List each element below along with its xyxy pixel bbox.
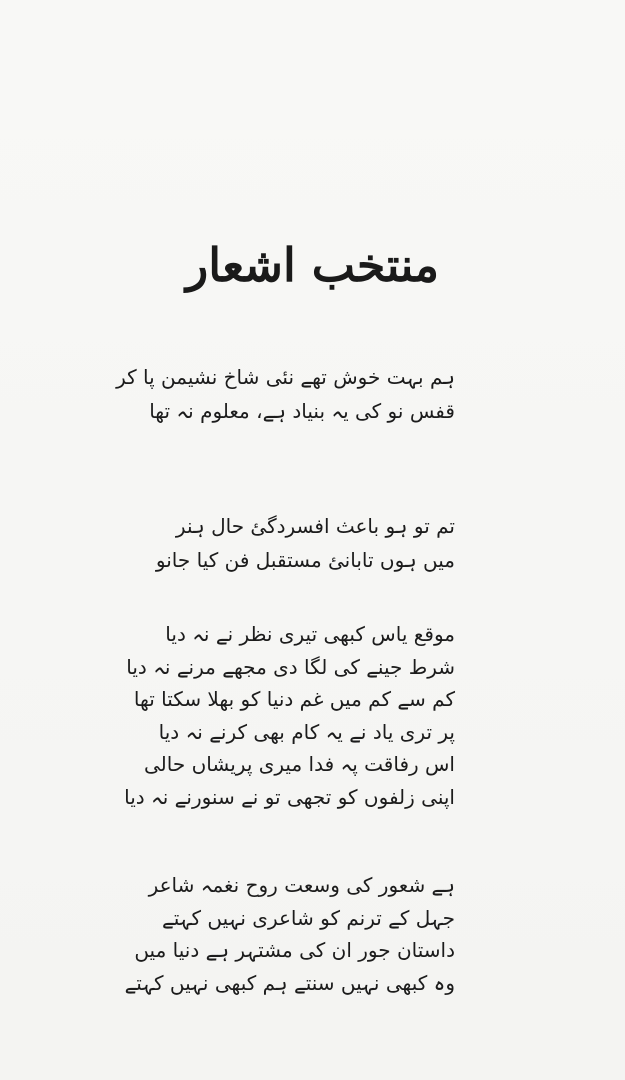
verse-line: قفس نو کی یہ بنیاد ہے، معلوم نہ تھا bbox=[149, 399, 455, 423]
verse-line: ہم بہت خوش تھے نئی شاخ نشیمن پا کر bbox=[116, 365, 455, 389]
stanza-1 bbox=[116, 360, 455, 428]
verse-line: پر تری یاد نے یہ کام بھی کرنے نہ دیا bbox=[158, 719, 455, 744]
verse-line: کم سے کم میں غم دنیا کو بھلا سکتا تھا bbox=[133, 687, 455, 711]
verse-line: شرط جینے کی لگا دی مجھے مرنے نہ دیا bbox=[126, 654, 455, 679]
verse-line: داستان جور ان کی مشتہر ہے دنیا میں bbox=[134, 938, 455, 962]
page-title: منتخب اشعار bbox=[185, 238, 440, 292]
verse-line: وہ کبھی نہیں سنتے ہم کبھی نہیں کہتے bbox=[124, 970, 455, 995]
verse-line: میں ہوں تابانئ مستقبل فن کیا جانو bbox=[155, 548, 455, 572]
verse-line: اپنی زلفوں کو تجھی تو نے سنورنے نہ دیا bbox=[124, 784, 455, 809]
verse-line: ہے شعور کی وسعت روح نغمہ شاعر bbox=[148, 873, 455, 897]
stanza-3 bbox=[124, 618, 455, 813]
verse-line: تم تو ہو باعث افسردگئ حال ہنر bbox=[175, 514, 455, 538]
verse-line: اس رفاقت پہ فدا میری پریشاں حالی bbox=[144, 752, 455, 776]
stanza-2 bbox=[155, 509, 455, 577]
verse-line: جہل کے ترنم کو شاعری نہیں کہتے bbox=[162, 905, 455, 930]
verse-line: موقع یاس کبھی تیری نظر نے نہ دیا bbox=[165, 622, 455, 646]
stanza-4 bbox=[124, 869, 455, 999]
